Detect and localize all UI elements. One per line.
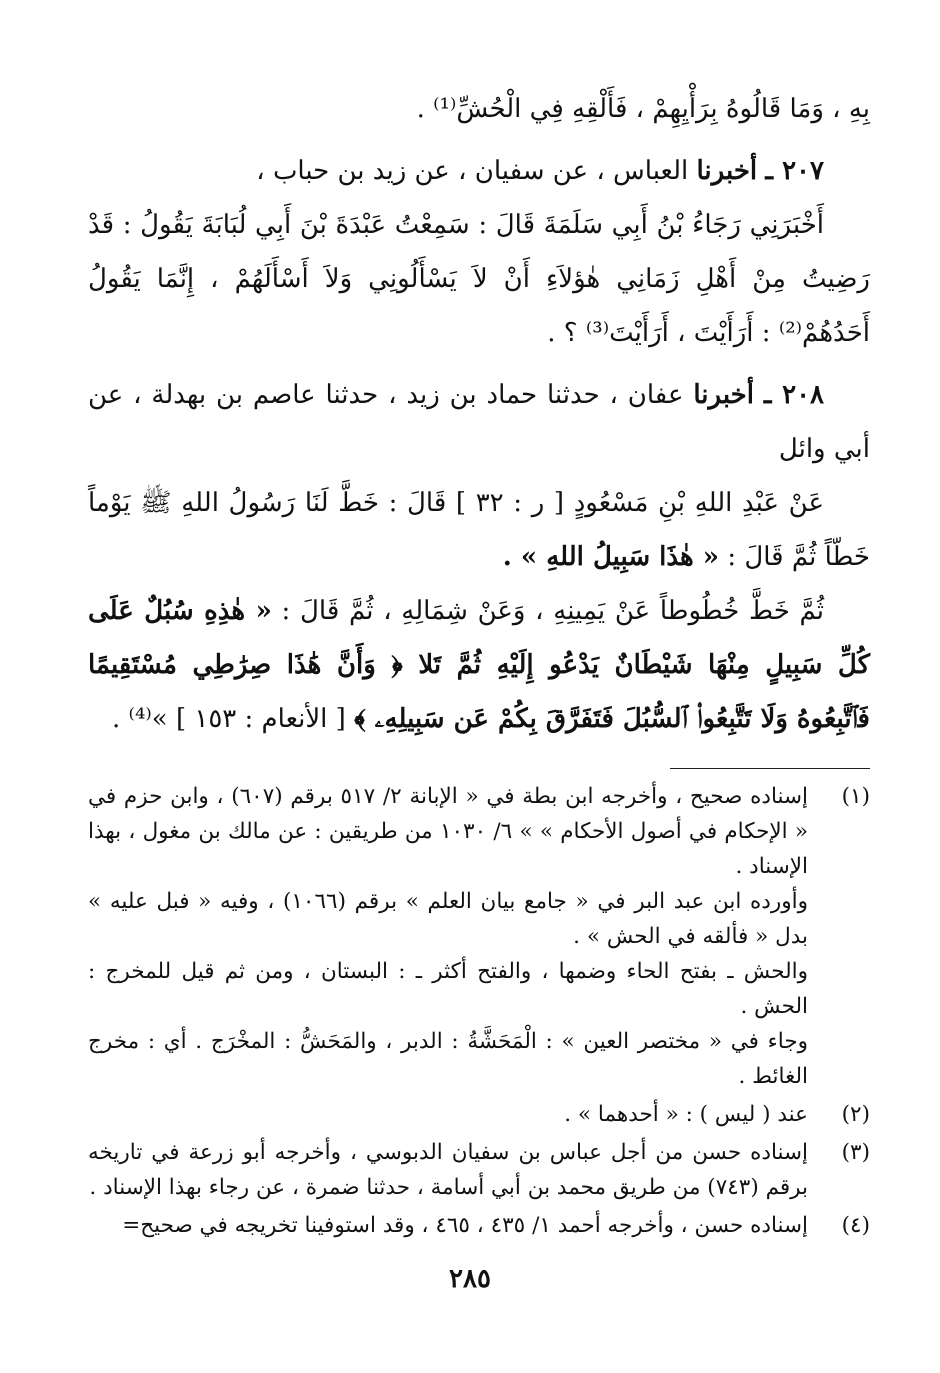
footnote-text: عند ( ليس ) : « أحدهما » . bbox=[564, 1102, 808, 1127]
footnote-3 bbox=[88, 1135, 870, 1205]
hadith-208-chain bbox=[88, 368, 870, 476]
footnote-1 bbox=[88, 779, 870, 1094]
prophet-quote-1: « هٰذَا سَبِيلُ اللهِ » . bbox=[502, 542, 720, 572]
page-body bbox=[88, 82, 870, 1246]
hadith-208-number: ٢٠٨ ـ bbox=[763, 380, 825, 410]
page-number: ٢٨٥ bbox=[449, 1264, 491, 1294]
footnote-text: إسناده حسن من أجل عباس بن سفيان الدبوسي ، وأخرجه أبو زرعة في تاريخه برقم (٧٤٣) من طريق محمد بن أبي أسامة ، حدثنا ضمرة ، عن رجاء بهذا الإسناد . bbox=[88, 1140, 808, 1200]
footnote-marker: (٤) bbox=[841, 1213, 870, 1238]
main-text bbox=[88, 82, 870, 746]
hadith-208-text-1 bbox=[88, 476, 870, 584]
hadith-208-lead: أخبرنا bbox=[693, 380, 754, 410]
footnote-marker: (٢) bbox=[841, 1102, 870, 1127]
prophet-quote-2: « هٰذِهِ سُبُلٌ عَلَى كُلِّ سَبِيلٍ مِنْهَا شَيْطَانٌ يَدْعُو إِلَيْهِ ثُمَّ تَلا ﴿ وَأَنَّ هَٰذَا صِرَٰطِي مُسْتَقِيمًا فَٱتَّبِعُوهُ وَلَا تَتَّبِعُوا۟ ٱلسُّبُلَ فَتَفَرَّقَ بِكُمْ عَن سَبِيلِهِۦ ﴾ bbox=[88, 596, 870, 734]
hadith-207-number: ٢٠٧ ـ bbox=[765, 156, 824, 186]
footnote-4 bbox=[88, 1208, 870, 1243]
footnote-marker: (١) bbox=[841, 784, 870, 809]
footnotes bbox=[88, 779, 870, 1243]
hadith-207-text: أَخْبَرَنِي رَجَاءُ بْنُ أَبِي سَلَمَةَ قَالَ : سَمِعْتُ عَبْدَةَ بْنَ أَبِي لُبَابَةَ يَقُولُ : قَدْ رَضِيتُ مِنْ أَهْلِ زَمَانِي هٰؤلاَءِ أَنْ لاَ يَسْأَلُونِي وَلاَ أَسْأَلَهُمْ ، إِنَّمَا يَقُولُ أَحَدُهُمْ⁽²⁾ : أَرَأَيْتَ ، أَرَأَيْتَ⁽³⁾ ؟ . bbox=[88, 210, 870, 348]
footnote-2 bbox=[88, 1097, 870, 1132]
hadith-208-isnad: عفان ، حدثنا حماد بن زيد ، حدثنا عاصم بن بهدلة ، عن أبي وائل bbox=[88, 380, 870, 464]
hadith-207-lead: أخبرنا bbox=[696, 156, 758, 186]
hadith-207-isnad: العباس ، عن سفيان ، عن زيد بن حباب ، bbox=[256, 156, 689, 186]
footnote-marker: (٣) bbox=[841, 1140, 870, 1165]
hadith-208-text-2 bbox=[88, 584, 870, 746]
footnote-text: والحش ـ بفتح الحاء وضمها ، والفتح أكثر ـ : البستان ، ومن ثم قيل للمخرج : الحش . bbox=[88, 959, 808, 1019]
footnote-text: وجاء في « مختصر العين » : الْمَحَشَّةُ : الدبر ، والمَحَشُّ : المخْرَج . أي : مخرج الغائط . bbox=[88, 1029, 808, 1089]
hadith-207-chain bbox=[88, 144, 870, 198]
hadith-208-narration-1: عَنْ عَبْدِ اللهِ بْنِ مَسْعُودٍ [ ر : ٣٢ ] قَالَ : خَطَّ لَنَا رَسُولُ اللهِ ﷺ يَوْماً خَطّاً ثُمَّ قَالَ : bbox=[88, 488, 870, 572]
footnote-text: وأورده ابن عبد البر في « جامع بيان العلم » برقم (١٠٦٦) ، وفيه « فبل عليه » بدل « فألقه في الحش » . bbox=[88, 889, 808, 949]
quran-reference: [ الأنعام : ١٥٣ ] »⁽⁴⁾ . bbox=[112, 704, 346, 734]
footnote-divider bbox=[670, 768, 870, 769]
hadith-208-narration-2: ثُمَّ خَطَّ خُطُوطاً عَنْ يَمِينِهِ ، وَعَنْ شِمَالِهِ ، ثُمَّ قَالَ : bbox=[281, 596, 825, 626]
footnote-text: إسناده صحيح ، وأخرجه ابن بطة في « الإبانة ٢/ ٥١٧ برقم (٦٠٧) ، وابن حزم في « الإحكام في أصول الأحكام » » ٦/ ١٠٣٠ من طريقين : عن مالك بن مغول ، بهذا الإسناد . bbox=[88, 784, 809, 879]
footnote-text: إسناده حسن ، وأخرجه أحمد ١/ ٤٣٥ ، ٤٦٥ ، وقد استوفينا تخريجه في صحيح= bbox=[122, 1213, 808, 1238]
continuation-line: بِهِ ، وَمَا قَالُوهُ بِرَأْيِهِمْ ، فَأَلْقِهِ فِي الْحُشِّ⁽¹⁾ . bbox=[416, 94, 870, 124]
